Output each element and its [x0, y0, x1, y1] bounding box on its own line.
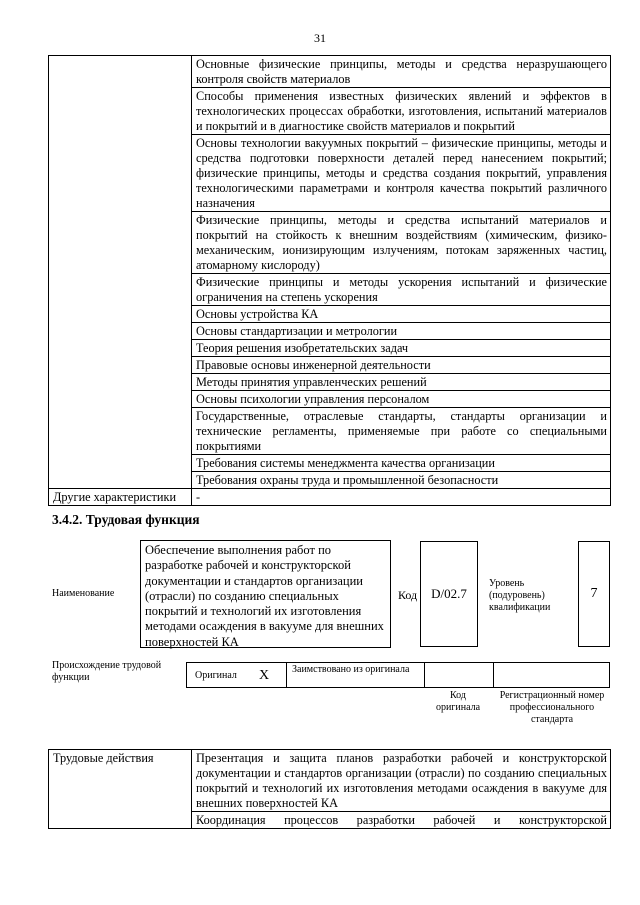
code-value: D/02.7 [431, 586, 467, 601]
knowledge-item: Основные физические принципы, методы и средства неразрушающего контроля свойств материалов [192, 56, 611, 88]
other-characteristics-value: - [192, 489, 611, 506]
knowledge-table [48, 55, 611, 506]
level-label: Уровень (подуровень) квалификации [489, 578, 551, 613]
knowledge-item: Основы устройства КА [192, 306, 611, 323]
knowledge-item: Теория решения изобретательских задач [192, 340, 611, 357]
function-name-box [140, 540, 391, 648]
knowledge-item: Государственные, отраслевые стандарты, стандарты организации и технические регламенты, применяемые при работе со специальными покрытиями [192, 408, 611, 455]
knowledge-table-body [49, 56, 611, 506]
knowledge-item: Требования охраны труда и промышленной безопасности [192, 472, 611, 489]
knowledge-row [49, 56, 611, 88]
knowledge-item: Основы стандартизации и метрологии [192, 323, 611, 340]
section-title: 3.4.2. Трудовая функция [52, 512, 200, 527]
labor-actions-table [48, 749, 611, 829]
function-name-value: Обеспечение выполнения работ по разработке рабочей и конструкторской документации и стандартов организации (отрасли) по созданию специальных покрытий и технологий их изготовления методами осаждения в вакууме для внешних поверхностей КА [145, 543, 384, 649]
level-value-box [578, 541, 610, 647]
knowledge-item: Физические принципы, методы и средства испытаний материалов и покрытий на стойкость к внешним воздействиям (химическим, физико-механическим, ионизирующим излучениям, потокам заряженных частиц, атомарному кислороду) [192, 212, 611, 274]
knowledge-item: Способы применения известных физических явлений и эффектов в технологических процессах обработки, изготовления, испытаний материалов и покрытий и в диагностике свойств материалов и покрытий [192, 88, 611, 135]
borrowed-label: Заимствовано из оригинала [292, 664, 410, 675]
labor-actions-label: Трудовые действия [49, 750, 192, 829]
original-mark: X [259, 668, 270, 683]
knowledge-item: Основы технологии вакуумных покрытий – физические принципы, методы и средства подготовки поверхности деталей перед нанесением покрытий; физические принципы, методы и средства создания покрытий, управления технологическими параметрами и контроля качества покрытий различного назначения [192, 135, 611, 212]
code-label: Код [398, 588, 418, 602]
code-value-box [420, 541, 478, 647]
name-label: Наименование [52, 588, 115, 599]
knowledge-item: Правовые основы инженерной деятельности [192, 357, 611, 374]
knowledge-item: Основы психологии управления персоналом [192, 391, 611, 408]
code-original-label: Код оригинала [435, 690, 481, 713]
origin-divider-2 [424, 662, 425, 688]
other-characteristics-row [49, 489, 611, 506]
level-value: 7 [590, 586, 598, 601]
page-number: 31 [314, 31, 326, 45]
labor-action-text: Координация процессов разработки рабочей и конструкторской [192, 812, 611, 829]
origin-divider-1 [286, 662, 287, 688]
labor-action-row [49, 750, 611, 812]
knowledge-label-cell [49, 56, 192, 489]
original-label: Оригинал [195, 670, 237, 681]
knowledge-item: Физические принципы и методы ускорения испытаний и физические ограничения на степень ускорения [192, 274, 611, 306]
origin-label: Происхождение трудовой функции [52, 660, 162, 683]
knowledge-item: Методы принятия управленческих решений [192, 374, 611, 391]
other-characteristics-label: Другие характеристики [49, 489, 192, 506]
origin-divider-3 [493, 662, 494, 688]
reg-number-label: Регистрационный номер профессионального стандарта [499, 690, 605, 725]
knowledge-item: Требования системы менеджмента качества организации [192, 455, 611, 472]
labor-action-text: Презентация и защита планов разработки рабочей и конструкторской документации и стандартов организации (отрасли) по созданию специальных покрытий и технологий их изготовления методами осаждения в вакууме для внешних поверхностей КА [192, 750, 611, 812]
origin-row [186, 662, 610, 688]
